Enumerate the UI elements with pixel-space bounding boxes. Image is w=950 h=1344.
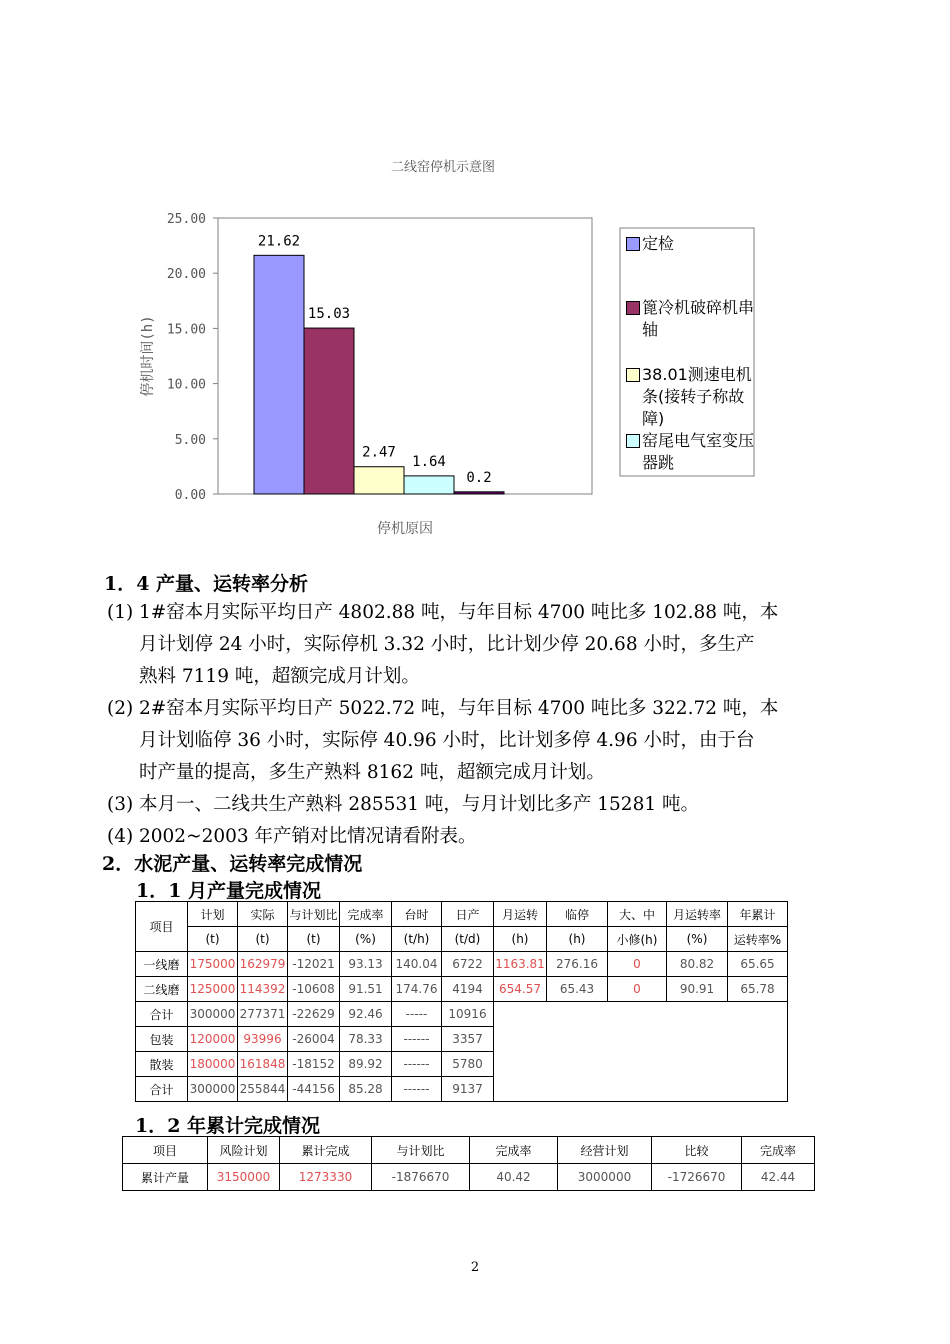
- table-cell: -1876670: [372, 1164, 470, 1191]
- table-cell: 65.65: [728, 952, 788, 977]
- legend-swatch: [626, 368, 640, 382]
- legend-label-line: 障): [642, 409, 665, 428]
- table-cell: -----: [392, 1002, 442, 1027]
- legend-label: [642, 233, 674, 255]
- table-header-cell: 与计划比: [288, 902, 340, 927]
- table-cell: -18152: [288, 1052, 340, 1077]
- table-row: [136, 977, 788, 1002]
- table-cell: 255844: [238, 1077, 288, 1102]
- legend-label: [642, 430, 754, 474]
- table-cell: 89.92: [340, 1052, 392, 1077]
- table-cell: 180000: [188, 1052, 238, 1077]
- table-cell: 合计: [136, 1002, 188, 1027]
- table-cell: -26004: [288, 1027, 340, 1052]
- table-cell: -22629: [288, 1002, 340, 1027]
- bar-value-label: 15.03: [307, 306, 351, 323]
- table-row: [123, 1164, 815, 1191]
- table-cell: ------: [392, 1052, 442, 1077]
- y-axis-label: 停机时间(h): [140, 315, 156, 397]
- table-cell: 162979: [238, 952, 288, 977]
- table-header-cell: 运转率%: [728, 927, 788, 952]
- table-cell: 0: [608, 952, 667, 977]
- table-header-cell: (%): [340, 927, 392, 952]
- bar-value-label: 1.64: [412, 453, 446, 470]
- table-cell: -12021: [288, 952, 340, 977]
- legend-label: [642, 297, 754, 341]
- table-cell: 40.42: [470, 1164, 558, 1191]
- section-1-4-heading: 1．4 产量、运转率分析: [104, 573, 309, 595]
- table-cell: 93996: [238, 1027, 288, 1052]
- table-cell: 3150000: [208, 1164, 280, 1191]
- paragraph-line: 月计划停 24 小时，实际停机 3.32 小时，比计划少停 20.68 小时，多生产: [139, 634, 755, 655]
- table-cell: 300000: [188, 1002, 238, 1027]
- chart-canvas: [0, 0, 950, 560]
- table-cell: 161848: [238, 1052, 288, 1077]
- x-axis-label: 停机原因: [377, 521, 433, 537]
- paragraph-number: (3): [107, 794, 134, 815]
- legend-label-line: 轴: [642, 320, 659, 339]
- table-cell: -44156: [288, 1077, 340, 1102]
- table-cell: 91.51: [340, 977, 392, 1002]
- legend-swatch: [626, 434, 640, 448]
- legend-label-line: 器跳: [642, 453, 675, 472]
- paragraph-text: [139, 693, 867, 789]
- paragraph-number: (4): [107, 826, 134, 847]
- paragraph-text: [139, 597, 867, 693]
- bar-value-label: 2.47: [362, 444, 396, 461]
- y-tick-label: 0.00: [174, 488, 206, 503]
- table-header-cell: 累计完成: [280, 1137, 372, 1164]
- paragraph-line: 2002~2003 年产销对比情况请看附表。: [139, 826, 477, 847]
- table-cell: 300000: [188, 1077, 238, 1102]
- bar-value-label: 0.2: [466, 469, 492, 486]
- table-header-cell: 大、中: [608, 902, 667, 927]
- table-cell: 276.16: [547, 952, 608, 977]
- y-tick-label: 25.00: [166, 212, 206, 227]
- paragraph-line: 时产量的提高，多生产熟料 8162 吨，超额完成月计划。: [139, 762, 605, 783]
- table-header-cell: 临停: [547, 902, 608, 927]
- table-cell: 277371: [238, 1002, 288, 1027]
- subsection-1-1-heading: 1．1 月产量完成情况: [136, 880, 322, 902]
- bar: [454, 492, 504, 494]
- table-header-cell: (t/d): [442, 927, 494, 952]
- table-cell: 一线磨: [136, 952, 188, 977]
- paragraph-line: 本月一、二线共生产熟料 285531 吨，与月计划比多产 15281 吨。: [139, 794, 699, 815]
- table-header-cell: 完成率: [340, 902, 392, 927]
- table-header-cell: 月运转: [494, 902, 547, 927]
- table-header-cell: 月运转率: [667, 902, 728, 927]
- table-cell: 175000: [188, 952, 238, 977]
- table-row: [136, 1002, 788, 1027]
- legend-swatch: [626, 301, 640, 315]
- table-cell: 114392: [238, 977, 288, 1002]
- table-cell: 10916: [442, 1002, 494, 1027]
- table-header-cell: (t): [288, 927, 340, 952]
- table-header-cell: 实际: [238, 902, 288, 927]
- table-cell: 93.13: [340, 952, 392, 977]
- table-cell: 5780: [442, 1052, 494, 1077]
- table-header-row: [136, 927, 788, 952]
- table-header-cell: 与计划比: [372, 1137, 470, 1164]
- table-header-cell: 完成率: [470, 1137, 558, 1164]
- table-cell: 9137: [442, 1077, 494, 1102]
- table-header-cell: 比较: [652, 1137, 742, 1164]
- paragraph-line: 月计划临停 36 小时，实际停 40.96 小时，比计划多停 4.96 小时，由于台: [139, 730, 755, 751]
- paragraph-line: 1#窑本月实际平均日产 4802.88 吨，与年目标 4700 吨比多 102.88 吨，本: [139, 602, 779, 623]
- table-cell: 合计: [136, 1077, 188, 1102]
- legend-label-line: 定检: [642, 234, 675, 253]
- table-cell: 140.04: [392, 952, 442, 977]
- table-header-cell: (%): [667, 927, 728, 952]
- table-cell: ------: [392, 1027, 442, 1052]
- table-cell: 0: [608, 977, 667, 1002]
- legend-label-line: 38.01测速电机: [642, 365, 752, 384]
- table-header-cell: (h): [547, 927, 608, 952]
- section-2-heading: 2．水泥产量、运转率完成情况: [102, 853, 363, 875]
- paragraph-text: [139, 789, 867, 821]
- table-header-cell: (t): [188, 927, 238, 952]
- paragraph-line: 熟料 7119 吨，超额完成月计划。: [139, 666, 420, 687]
- legend-label: [642, 364, 752, 430]
- y-tick-label: 20.00: [166, 267, 206, 283]
- table-header-cell: (h): [494, 927, 547, 952]
- table-header-cell: 台时: [392, 902, 442, 927]
- table-cell: 65.43: [547, 977, 608, 1002]
- table-cell: 65.78: [728, 977, 788, 1002]
- table-cell: 累计产量: [123, 1164, 208, 1191]
- table-cell: ------: [392, 1077, 442, 1102]
- annual-cumulative-table: [122, 1136, 815, 1191]
- table-cell: 85.28: [340, 1077, 392, 1102]
- table-header-row: [123, 1137, 815, 1164]
- table-cell: 125000: [188, 977, 238, 1002]
- table-cell: -1726670: [652, 1164, 742, 1191]
- y-tick-label: 5.00: [174, 432, 206, 448]
- table-cell: 包装: [136, 1027, 188, 1052]
- table-cell: 二线磨: [136, 977, 188, 1002]
- bar: [404, 476, 454, 494]
- chart-title: 二线窑停机示意图: [390, 160, 496, 175]
- table-header-cell: 项目: [136, 902, 188, 952]
- table-header-cell: 项目: [123, 1137, 208, 1164]
- table-cell: 6722: [442, 952, 494, 977]
- legend-label-line: 篦冷机破碎机串: [642, 298, 755, 317]
- bar: [254, 255, 304, 494]
- table-cell: 78.33: [340, 1027, 392, 1052]
- table-header-cell: 完成率: [742, 1137, 815, 1164]
- table-header-cell: 年累计: [728, 902, 788, 927]
- table-header-row: [136, 902, 788, 927]
- table-cell: -10608: [288, 977, 340, 1002]
- analysis-paragraph: [107, 693, 867, 789]
- paragraph-line: 2#窑本月实际平均日产 5022.72 吨，与年目标 4700 吨比多 322.72 吨，本: [139, 698, 779, 719]
- page-number: 2: [470, 1260, 480, 1275]
- table-cell: 120000: [188, 1027, 238, 1052]
- table-header-cell: 风险计划: [208, 1137, 280, 1164]
- table-row: [136, 952, 788, 977]
- table-cell: 174.76: [392, 977, 442, 1002]
- legend-swatch: [626, 237, 640, 251]
- legend-label-line: 条(接转子称故: [642, 387, 745, 406]
- table-cell: 散装: [136, 1052, 188, 1077]
- y-axis-ticks: [167, 212, 218, 503]
- analysis-paragraph: [107, 789, 867, 821]
- legend-label-line: 窑尾电气室变压: [642, 431, 755, 450]
- bar: [304, 328, 354, 494]
- bar: [354, 467, 404, 494]
- table-header-cell: (t): [238, 927, 288, 952]
- table-cell: 1273330: [280, 1164, 372, 1191]
- table-cell: 3000000: [558, 1164, 652, 1191]
- subsection-1-2-heading: 1．2 年累计完成情况: [135, 1115, 321, 1137]
- table-cell: 42.44: [742, 1164, 815, 1191]
- paragraph-number: (2): [107, 698, 134, 719]
- table-cell: 4194: [442, 977, 494, 1002]
- table-cell: 80.82: [667, 952, 728, 977]
- table-header-cell: 计划: [188, 902, 238, 927]
- bar-value-label: 21.62: [257, 233, 301, 250]
- analysis-paragraph: [107, 597, 867, 693]
- y-tick-label: 15.00: [166, 322, 206, 338]
- table-empty-area: [494, 1002, 788, 1102]
- table-cell: 90.91: [667, 977, 728, 1002]
- table-cell: 3357: [442, 1027, 494, 1052]
- table-header-cell: 小修(h): [608, 927, 667, 952]
- table-header-cell: 经营计划: [558, 1137, 652, 1164]
- monthly-production-table: [135, 901, 788, 1102]
- table-header-cell: 日产: [442, 902, 494, 927]
- y-tick-label: 10.00: [166, 377, 206, 393]
- paragraph-number: (1): [107, 602, 134, 623]
- table-cell: 92.46: [340, 1002, 392, 1027]
- table-cell: 1163.81: [494, 952, 547, 977]
- table-cell: 654.57: [494, 977, 547, 1002]
- table-header-cell: (t/h): [392, 927, 442, 952]
